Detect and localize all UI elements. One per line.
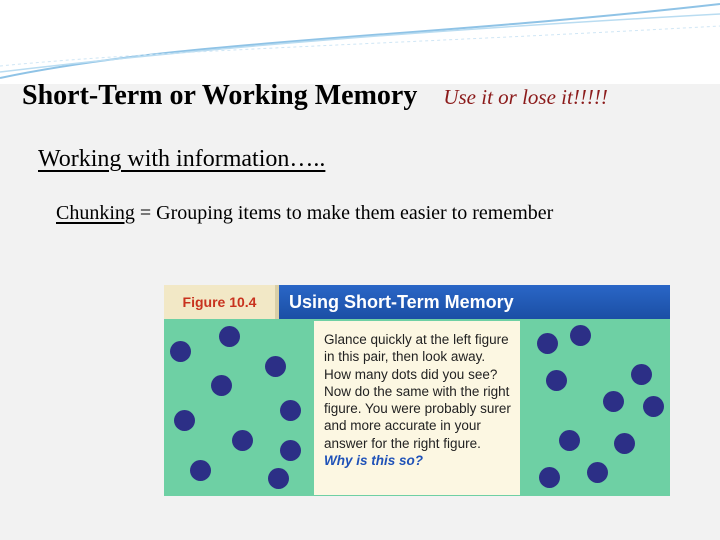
title-row: [22, 80, 608, 112]
right-dot: [559, 430, 580, 451]
figure-10-4: [164, 285, 670, 496]
left-dot: [280, 440, 301, 461]
left-dot: [265, 356, 286, 377]
left-dot: [190, 460, 211, 481]
slide-subtitle: Use it or lose it!!!!!: [443, 85, 608, 109]
right-dot: [603, 391, 624, 412]
left-dot: [232, 430, 253, 451]
left-dot: [280, 400, 301, 421]
right-dot: [570, 325, 591, 346]
figure-title: Using Short-Term Memory: [289, 292, 514, 312]
section-heading: Working with information…..: [38, 146, 326, 172]
figure-label: Figure 10.4: [164, 285, 279, 319]
right-dot: [587, 462, 608, 483]
chunking-definition-text: = Grouping items to make them easier to remember: [134, 202, 554, 224]
figure-header: [164, 285, 670, 319]
left-dot: [211, 375, 232, 396]
figure-question: Why is this so?: [324, 453, 424, 469]
right-dot: [537, 333, 558, 354]
left-dot: [174, 410, 195, 431]
right-dot: [643, 396, 664, 417]
left-dot: [219, 326, 240, 347]
left-dot: [268, 468, 289, 489]
figure-caption-box: [314, 321, 520, 495]
right-dot: [539, 467, 560, 488]
slide-title: Short-Term or Working Memory: [22, 80, 418, 111]
right-dot: [614, 433, 635, 454]
right-dot: [546, 370, 567, 391]
chunking-term: Chunking: [56, 202, 135, 224]
right-dot: [631, 364, 652, 385]
chunking-definition: [56, 199, 596, 228]
left-dot: [170, 341, 191, 362]
figure-caption: Glance quickly at the left figure in this pair, then look away. How many dots did you see? Now do the same with the right figure. You were probably surer and more accurate in your answer for the right figure.: [324, 332, 511, 451]
